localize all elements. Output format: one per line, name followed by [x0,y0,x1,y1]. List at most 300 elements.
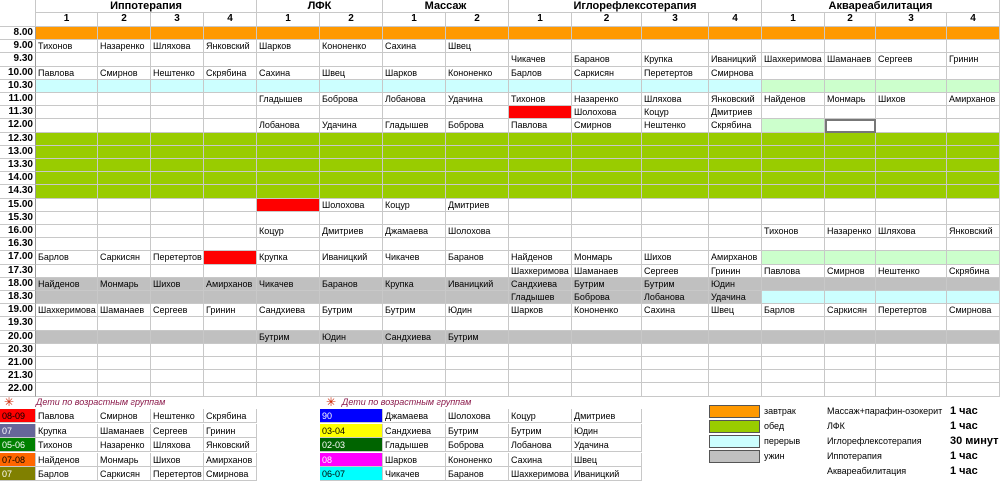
schedule-cell[interactable] [876,383,947,396]
schedule-cell[interactable] [383,383,446,396]
schedule-cell[interactable] [572,344,642,357]
schedule-cell[interactable] [36,146,98,159]
schedule-cell[interactable]: Нештенко [876,265,947,278]
schedule-cell[interactable]: Швец [320,67,383,80]
schedule-cell[interactable] [762,185,825,198]
schedule-cell[interactable] [383,238,446,251]
schedule-cell[interactable] [876,344,947,357]
schedule-cell[interactable] [876,172,947,185]
schedule-cell[interactable] [204,146,257,159]
schedule-cell[interactable]: Джамаева [383,225,446,238]
schedule-cell[interactable] [876,133,947,146]
group-header[interactable]: ЛФК [257,0,383,13]
schedule-cell[interactable] [509,172,572,185]
schedule-cell[interactable] [762,119,825,132]
schedule-cell[interactable]: Шолохова [320,199,383,212]
schedule-cell[interactable] [509,212,572,225]
schedule-cell[interactable]: Саркисян [572,67,642,80]
schedule-cell[interactable] [762,357,825,370]
schedule-cell[interactable] [876,238,947,251]
schedule-cell[interactable] [947,383,1000,396]
schedule-cell[interactable] [257,80,320,93]
time-label[interactable]: 16.00 [0,225,36,238]
schedule-cell[interactable] [709,159,762,172]
schedule-cell[interactable]: Найденов [762,93,825,106]
schedule-cell[interactable] [257,238,320,251]
schedule-cell[interactable] [709,40,762,53]
schedule-cell[interactable] [383,370,446,383]
time-label[interactable]: 13.00 [0,146,36,159]
schedule-cell[interactable] [383,159,446,172]
schedule-cell[interactable] [642,133,709,146]
schedule-cell[interactable]: Чикачев [509,53,572,66]
schedule-cell[interactable] [762,80,825,93]
schedule-cell[interactable]: Смирнов [572,119,642,132]
schedule-cell[interactable]: Шляхова [876,225,947,238]
schedule-cell[interactable]: Коцур [257,225,320,238]
schedule-cell[interactable]: Удачина [709,291,762,304]
schedule-cell[interactable]: Иваницкий [709,53,762,66]
schedule-cell[interactable] [762,344,825,357]
schedule-cell[interactable] [257,172,320,185]
schedule-cell[interactable] [947,278,1000,291]
schedule-cell[interactable] [876,317,947,330]
schedule-cell[interactable] [876,331,947,344]
schedule-cell[interactable] [98,199,151,212]
schedule-cell[interactable] [98,225,151,238]
schedule-cell[interactable] [825,383,876,396]
schedule-cell[interactable] [825,27,876,40]
schedule-cell[interactable]: Барлов [36,251,98,264]
schedule-cell[interactable] [204,344,257,357]
schedule-cell[interactable] [36,185,98,198]
schedule-cell[interactable] [762,383,825,396]
schedule-cell[interactable] [151,172,204,185]
schedule-cell[interactable] [204,370,257,383]
schedule-cell[interactable] [876,119,947,132]
schedule-cell[interactable] [572,370,642,383]
schedule-cell[interactable]: Барлов [509,67,572,80]
schedule-cell[interactable] [947,291,1000,304]
schedule-cell[interactable] [762,133,825,146]
schedule-cell[interactable] [947,106,1000,119]
schedule-cell[interactable] [204,357,257,370]
column-number[interactable]: 1 [762,13,825,27]
schedule-cell[interactable] [151,225,204,238]
schedule-cell[interactable]: Перетертов [876,304,947,317]
schedule-cell[interactable] [383,265,446,278]
schedule-cell[interactable] [709,370,762,383]
schedule-cell[interactable]: Швец [709,304,762,317]
schedule-cell[interactable] [151,185,204,198]
schedule-cell[interactable] [825,133,876,146]
schedule-cell[interactable]: Гринин [204,304,257,317]
schedule-cell[interactable] [36,53,98,66]
schedule-cell[interactable]: Амирханов [709,251,762,264]
schedule-cell[interactable] [876,80,947,93]
column-number[interactable]: 2 [320,13,383,27]
schedule-cell[interactable]: Перетертов [642,67,709,80]
schedule-cell[interactable] [947,212,1000,225]
schedule-cell[interactable] [947,27,1000,40]
schedule-cell[interactable]: Шихов [151,278,204,291]
schedule-cell[interactable]: Сандхиева [383,331,446,344]
schedule-cell[interactable] [98,133,151,146]
schedule-cell[interactable] [572,133,642,146]
schedule-cell[interactable] [642,370,709,383]
schedule-cell[interactable] [572,331,642,344]
schedule-cell[interactable]: Шляхова [642,93,709,106]
schedule-cell[interactable] [320,344,383,357]
schedule-cell[interactable] [320,53,383,66]
schedule-cell[interactable]: Шихов [876,93,947,106]
schedule-cell[interactable]: Шахкеримова [762,53,825,66]
schedule-cell[interactable] [383,146,446,159]
schedule-cell[interactable] [204,172,257,185]
schedule-cell[interactable] [642,80,709,93]
schedule-cell[interactable] [876,67,947,80]
schedule-cell[interactable] [257,53,320,66]
schedule-cell[interactable] [204,212,257,225]
schedule-cell[interactable] [947,344,1000,357]
schedule-cell[interactable] [509,80,572,93]
schedule-cell[interactable] [642,172,709,185]
schedule-cell[interactable] [825,212,876,225]
schedule-cell[interactable] [762,212,825,225]
schedule-cell[interactable] [151,383,204,396]
group-header[interactable]: Иппотерапия [36,0,257,13]
schedule-cell[interactable] [98,146,151,159]
schedule-cell[interactable]: Тихонов [36,40,98,53]
schedule-cell[interactable] [257,146,320,159]
schedule-cell[interactable] [825,119,876,132]
column-number[interactable]: 2 [572,13,642,27]
schedule-cell[interactable] [36,357,98,370]
schedule-cell[interactable] [825,40,876,53]
schedule-cell[interactable] [257,185,320,198]
schedule-cell[interactable] [825,146,876,159]
schedule-cell[interactable] [151,159,204,172]
schedule-cell[interactable] [947,317,1000,330]
schedule-cell[interactable] [572,383,642,396]
schedule-cell[interactable]: Тихонов [509,93,572,106]
schedule-cell[interactable]: Коцур [383,199,446,212]
schedule-cell[interactable]: Юдин [320,331,383,344]
schedule-cell[interactable] [572,146,642,159]
schedule-cell[interactable] [572,80,642,93]
schedule-cell[interactable]: Найденов [509,251,572,264]
schedule-cell[interactable]: Дмитриев [709,106,762,119]
schedule-cell[interactable]: Сахина [642,304,709,317]
schedule-cell[interactable] [98,331,151,344]
column-number[interactable]: 1 [257,13,320,27]
schedule-cell[interactable] [876,370,947,383]
schedule-cell[interactable] [509,146,572,159]
schedule-cell[interactable] [446,27,509,40]
schedule-cell[interactable] [151,370,204,383]
schedule-cell[interactable]: Павлова [509,119,572,132]
schedule-cell[interactable] [709,331,762,344]
schedule-cell[interactable] [98,212,151,225]
time-label[interactable]: 13.30 [0,159,36,172]
time-label[interactable]: 16.30 [0,238,36,251]
schedule-cell[interactable] [876,146,947,159]
schedule-cell[interactable]: Юдин [709,278,762,291]
column-number[interactable]: 2 [446,13,509,27]
time-label[interactable]: 12.30 [0,133,36,146]
schedule-cell[interactable] [320,80,383,93]
schedule-cell[interactable]: Бутрим [257,331,320,344]
schedule-cell[interactable] [98,265,151,278]
schedule-cell[interactable]: Янковский [204,40,257,53]
schedule-cell[interactable] [383,80,446,93]
schedule-cell[interactable] [947,133,1000,146]
schedule-cell[interactable]: Сандхиева [257,304,320,317]
schedule-cell[interactable]: Скрябина [947,265,1000,278]
schedule-cell[interactable] [876,278,947,291]
schedule-cell[interactable] [151,344,204,357]
schedule-cell[interactable] [36,199,98,212]
schedule-cell[interactable] [98,53,151,66]
schedule-cell[interactable] [947,80,1000,93]
schedule-cell[interactable] [947,185,1000,198]
schedule-cell[interactable] [825,251,876,264]
schedule-cell[interactable] [383,291,446,304]
schedule-cell[interactable] [947,238,1000,251]
schedule-cell[interactable] [36,159,98,172]
schedule-cell[interactable] [446,106,509,119]
schedule-cell[interactable]: Кононенко [572,304,642,317]
schedule-cell[interactable] [825,80,876,93]
schedule-cell[interactable] [257,291,320,304]
schedule-cell[interactable] [204,159,257,172]
column-number[interactable]: 2 [825,13,876,27]
schedule-cell[interactable] [947,146,1000,159]
schedule-cell[interactable] [825,331,876,344]
time-label[interactable]: 18.30 [0,291,36,304]
schedule-cell[interactable] [572,172,642,185]
schedule-cell[interactable] [642,344,709,357]
time-label[interactable]: 15.30 [0,212,36,225]
schedule-cell[interactable] [257,383,320,396]
schedule-cell[interactable] [320,27,383,40]
schedule-cell[interactable] [572,238,642,251]
schedule-cell[interactable]: Смирнова [709,67,762,80]
schedule-cell[interactable] [572,212,642,225]
time-label[interactable]: 20.30 [0,344,36,357]
schedule-cell[interactable]: Сергеев [151,304,204,317]
schedule-cell[interactable] [947,40,1000,53]
schedule-cell[interactable]: Нештенко [151,67,204,80]
schedule-cell[interactable] [947,331,1000,344]
schedule-cell[interactable] [642,238,709,251]
time-label[interactable]: 10.00 [0,67,36,80]
schedule-cell[interactable]: Павлова [36,67,98,80]
schedule-cell[interactable] [709,317,762,330]
schedule-cell[interactable]: Чикачев [257,278,320,291]
column-number[interactable]: 2 [98,13,151,27]
schedule-cell[interactable] [446,344,509,357]
schedule-cell[interactable]: Сергеев [876,53,947,66]
schedule-cell[interactable]: Смирнов [98,67,151,80]
schedule-cell[interactable]: Назаренко [825,225,876,238]
schedule-cell[interactable] [151,265,204,278]
schedule-cell[interactable] [709,185,762,198]
column-number[interactable]: 1 [36,13,98,27]
schedule-cell[interactable] [762,159,825,172]
group-header[interactable]: Иглорефлексотерапия [509,0,762,13]
schedule-cell[interactable] [257,133,320,146]
time-label[interactable]: 11.00 [0,93,36,106]
schedule-cell[interactable] [446,80,509,93]
schedule-cell[interactable]: Боброва [320,93,383,106]
schedule-cell[interactable]: Янковский [947,225,1000,238]
corner-cell[interactable] [0,0,36,27]
schedule-cell[interactable] [876,357,947,370]
schedule-cell[interactable] [36,383,98,396]
schedule-cell[interactable] [151,146,204,159]
schedule-cell[interactable] [446,146,509,159]
schedule-cell[interactable] [762,238,825,251]
schedule-cell[interactable] [762,317,825,330]
schedule-cell[interactable] [947,67,1000,80]
schedule-cell[interactable]: Бутрим [446,331,509,344]
schedule-cell[interactable] [509,159,572,172]
schedule-cell[interactable] [36,80,98,93]
schedule-cell[interactable] [947,119,1000,132]
schedule-cell[interactable] [709,133,762,146]
schedule-cell[interactable] [947,199,1000,212]
schedule-cell[interactable]: Тихонов [762,225,825,238]
schedule-cell[interactable] [876,106,947,119]
schedule-cell[interactable] [204,225,257,238]
schedule-cell[interactable] [947,357,1000,370]
schedule-cell[interactable] [320,370,383,383]
schedule-cell[interactable] [98,344,151,357]
schedule-cell[interactable] [204,317,257,330]
schedule-cell[interactable]: Чикачев [383,251,446,264]
schedule-cell[interactable] [383,185,446,198]
schedule-cell[interactable] [642,357,709,370]
schedule-cell[interactable]: Бутрим [320,304,383,317]
schedule-cell[interactable]: Шахкеримова [36,304,98,317]
schedule-cell[interactable] [151,238,204,251]
schedule-cell[interactable] [36,133,98,146]
time-label[interactable]: 10.30 [0,80,36,93]
schedule-cell[interactable] [572,317,642,330]
column-number[interactable]: 3 [642,13,709,27]
schedule-cell[interactable] [320,159,383,172]
schedule-cell[interactable] [825,67,876,80]
column-number[interactable]: 4 [204,13,257,27]
time-label[interactable]: 9.30 [0,53,36,66]
schedule-cell[interactable] [98,185,151,198]
schedule-cell[interactable] [572,225,642,238]
schedule-cell[interactable] [383,344,446,357]
schedule-cell[interactable] [204,53,257,66]
schedule-cell[interactable]: Шолохова [446,225,509,238]
schedule-cell[interactable]: Иваницкий [446,278,509,291]
schedule-cell[interactable] [572,185,642,198]
schedule-cell[interactable] [642,159,709,172]
schedule-cell[interactable] [825,199,876,212]
time-label[interactable]: 21.30 [0,370,36,383]
schedule-cell[interactable] [257,265,320,278]
time-label[interactable]: 21.00 [0,357,36,370]
schedule-cell[interactable] [320,265,383,278]
schedule-cell[interactable]: Янковский [709,93,762,106]
schedule-cell[interactable]: Баранов [572,53,642,66]
schedule-cell[interactable] [36,119,98,132]
schedule-cell[interactable]: Сергеев [642,265,709,278]
time-label[interactable]: 20.00 [0,331,36,344]
schedule-cell[interactable] [151,317,204,330]
schedule-cell[interactable] [446,291,509,304]
schedule-cell[interactable] [257,317,320,330]
schedule-cell[interactable] [36,172,98,185]
schedule-cell[interactable]: Гринин [947,53,1000,66]
schedule-cell[interactable] [257,370,320,383]
schedule-cell[interactable]: Монмарь [572,251,642,264]
schedule-cell[interactable] [257,106,320,119]
schedule-cell[interactable]: Крупка [642,53,709,66]
schedule-cell[interactable] [98,106,151,119]
schedule-cell[interactable]: Шаманаев [572,265,642,278]
schedule-cell[interactable] [383,317,446,330]
schedule-cell[interactable] [947,251,1000,264]
schedule-cell[interactable] [762,172,825,185]
schedule-cell[interactable] [98,172,151,185]
schedule-cell[interactable] [509,357,572,370]
schedule-cell[interactable] [825,106,876,119]
schedule-cell[interactable] [642,212,709,225]
time-label[interactable]: 8.00 [0,27,36,40]
schedule-cell[interactable] [642,383,709,396]
schedule-cell[interactable] [204,199,257,212]
schedule-cell[interactable] [36,370,98,383]
schedule-cell[interactable] [509,331,572,344]
schedule-cell[interactable] [709,238,762,251]
time-label[interactable]: 22.00 [0,383,36,396]
schedule-cell[interactable] [98,370,151,383]
schedule-cell[interactable] [320,291,383,304]
schedule-cell[interactable] [509,27,572,40]
schedule-cell[interactable] [825,172,876,185]
schedule-cell[interactable] [320,146,383,159]
schedule-cell[interactable] [446,133,509,146]
schedule-cell[interactable] [204,331,257,344]
schedule-cell[interactable] [151,53,204,66]
schedule-cell[interactable]: Крупка [383,278,446,291]
schedule-cell[interactable] [446,265,509,278]
schedule-cell[interactable]: Найденов [36,278,98,291]
schedule-cell[interactable] [642,199,709,212]
time-label[interactable]: 18.00 [0,278,36,291]
schedule-cell[interactable] [642,185,709,198]
time-label[interactable]: 14.30 [0,185,36,198]
schedule-cell[interactable]: Шаманаев [98,304,151,317]
time-label[interactable]: 17.00 [0,251,36,264]
schedule-cell[interactable] [876,212,947,225]
schedule-cell[interactable] [204,383,257,396]
schedule-cell[interactable]: Смирнов [825,265,876,278]
schedule-cell[interactable] [709,225,762,238]
schedule-cell[interactable] [257,344,320,357]
schedule-cell[interactable] [762,331,825,344]
schedule-cell[interactable] [825,317,876,330]
schedule-cell[interactable] [947,370,1000,383]
schedule-cell[interactable] [204,251,257,264]
